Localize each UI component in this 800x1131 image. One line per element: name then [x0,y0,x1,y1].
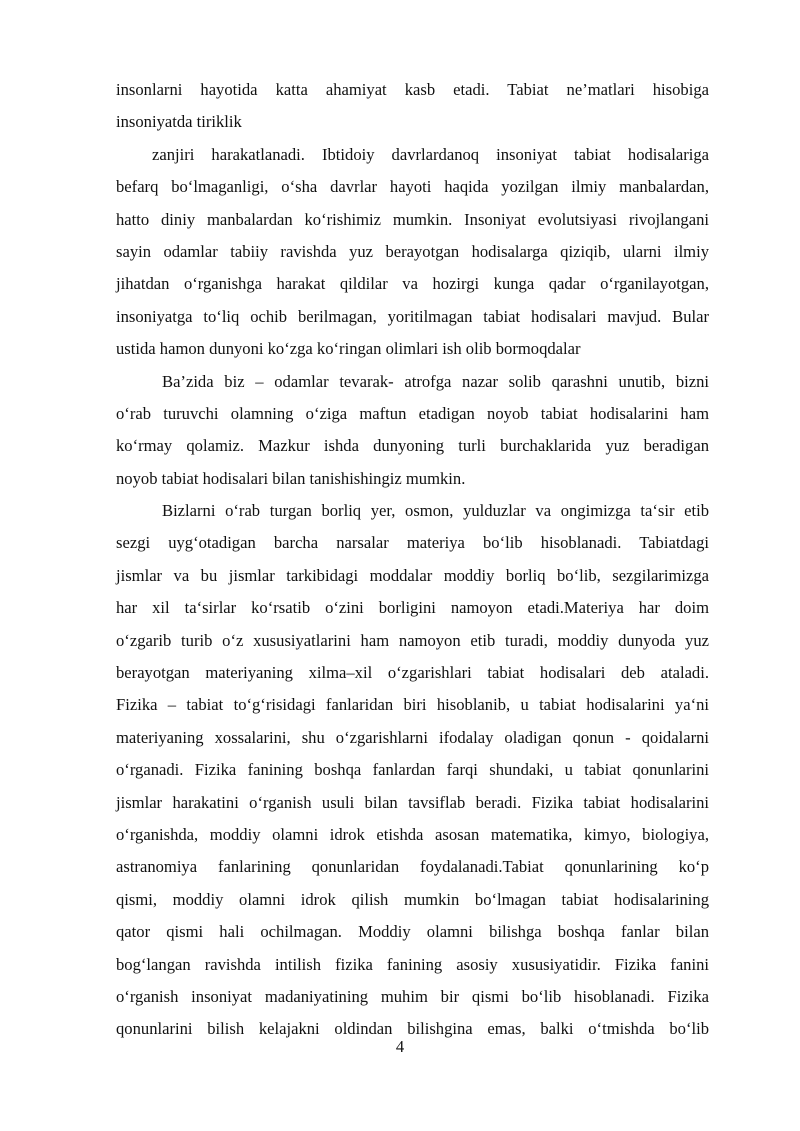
text-line: hatto diniy manbalardan ko‘rishimiz mumkin. Insoniyat evolutsiyasi rivojlangani [116,209,709,229]
text-line: sezgi uyg‘otadigan barcha narsalar materiya bo‘lib hisoblanadi. Tabiatdagi [116,533,709,553]
text-line: jismlar va bu jismlar tarkibidagi moddalar moddiy borliq bo‘lib, sezgilarimizga [116,565,709,585]
text-line: jismlar harakatini o‘rganish usuli bilan tavsiflab beradi. Fizika tabiat hodisalarini [116,792,709,812]
text-line: har xil ta‘sirlar ko‘rsatib o‘zini borligini namoyon etadi.Materiya har doim [116,598,709,618]
text-line: o‘rab turuvchi olamning o‘ziga maftun etadigan noyob tabiat hodisalarini ham [116,403,709,423]
text-line: o‘rganadi. Fizika fanining boshqa fanlardan farqi shundaki, u tabiat qonunlarini [116,760,709,780]
text-line: o‘rganish insoniyat madaniyatining muhim bir qismi bo‘lib hisoblanadi. Fizika [116,986,709,1006]
document-page [116,74,709,1046]
text-line: insoniyatda tiriklik [116,112,242,132]
text-line: jihatdan o‘rganishga harakat qildilar va hozirgi kunga qadar o‘rganilayotgan, [116,274,709,294]
text-line: qismi, moddiy olamni idrok qilish mumkin bo‘lmagan tabiat hodisalarining [116,889,709,909]
text-line: o‘zgarib turib o‘z xususiyatlarini ham namoyon etib turadi, moddiy dunyoda yuz [116,630,709,650]
text-line: qonunlarini bilish kelajakni oldindan bilishgina emas, balki o‘tmishda bo‘lib [116,1019,709,1039]
text-line: Fizika – tabiat to‘g‘risidagi fanlaridan biri hisoblanib, u tabiat hodisalarini ya‘ni [116,695,709,715]
text-line: insonlarni hayotida katta ahamiyat kasb etadi. Tabiat ne’matlari hisobiga [116,80,709,99]
text-line: noyob tabiat hodisalari bilan tanishishingiz mumkin. [116,468,466,488]
text-line: Ba’zida biz – odamlar tevarak- atrofga nazar solib qarashni unutib, bizni [162,371,709,391]
text-line: befarq bo‘lmaganligi, o‘sha davrlar hayoti haqida yozilgan ilmiy manbalardan, [116,177,709,197]
text-line: ko‘rmay qolamiz. Mazkur ishda dunyoning turli burchaklarida yuz beradigan [116,436,709,456]
text-line: insoniyatga to‘liq ochib berilmagan, yoritilmagan tabiat hodisalari mavjud. Bular [116,306,709,326]
text-line: zanjiri harakatlanadi. Ibtidoiy davrlardanoq insoniyat tabiat hodisalariga [152,144,709,164]
text-line: o‘rganishda, moddiy olamni idrok etishda asosan matematika, kimyo, biologiya, [116,824,709,844]
text-line: ustida hamon dunyoni ko‘zga ko‘ringan olimlari ish olib bormoqdalar [116,339,581,359]
text-line: qator qismi hali ochilmagan. Moddiy olamni bilishga boshqa fanlar bilan [116,922,709,942]
text-line: berayotgan materiyaning xilma–xil o‘zgarishlari tabiat hodisalari deb ataladi. [116,663,709,683]
text-line: Bizlarni o‘rab turgan borliq yer, osmon, yulduzlar va ongimizga ta‘sir etib [162,501,709,521]
text-line: astranomiya fanlarining qonunlaridan foydalanadi.Tabiat qonunlarining ko‘p [116,857,709,877]
page-number: 4 [395,1037,405,1056]
text-line: materiyaning xossalarini, shu o‘zgarishlarni ifodalay oladigan qonun - qoidalarni [116,727,709,747]
text-line: sayin odamlar tabiiy ravishda yuz berayotgan hodisalarga qiziqib, ularni ilmiy [116,241,709,261]
text-line: bog‘langan ravishda intilish fizika fanining asosiy xususiyatidir. Fizika fanini [116,954,709,974]
